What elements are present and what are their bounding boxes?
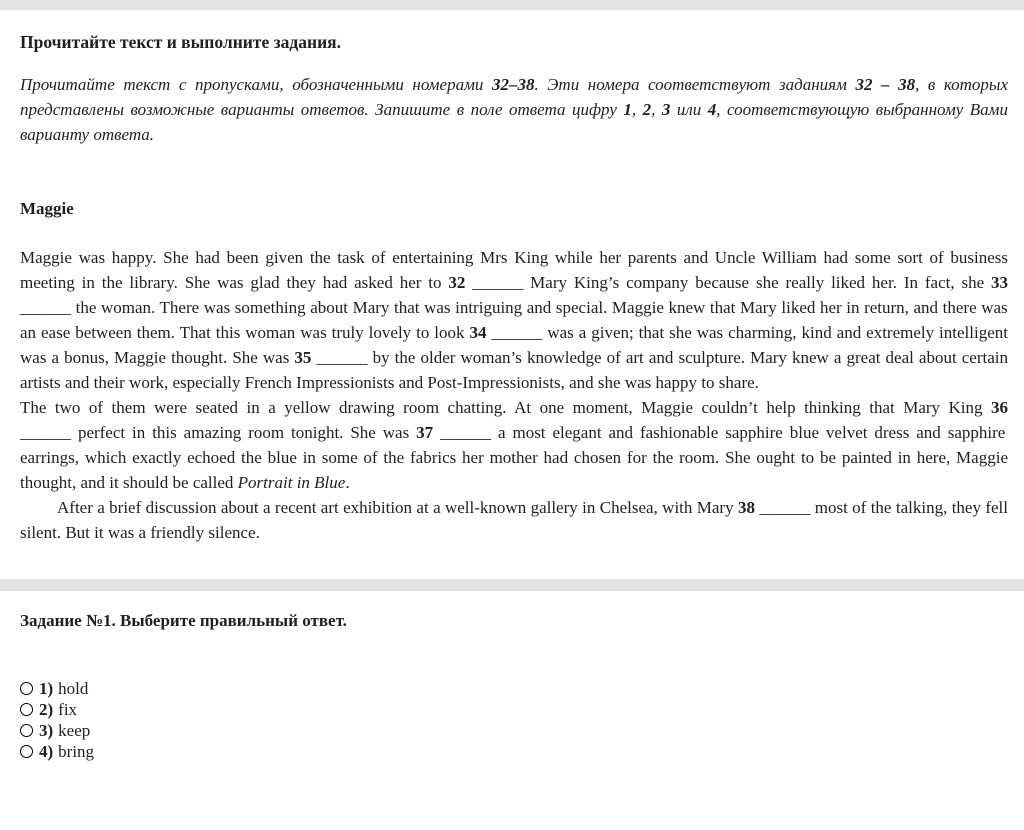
answer-option-2[interactable] <box>20 699 1008 720</box>
task-instructions: Прочитайте текст с пропусками, обозначенными номерами 32–38. Эти номера соответствуют заданиям 32 – 38, в которых представлены возможные варианты ответов. Запишите в поле ответа цифру 1, 2, 3 или 4, соответствующую выбранному Вами варианту ответа. <box>20 75 1009 144</box>
option-label: hold <box>58 678 89 698</box>
question-section <box>0 591 1024 762</box>
passage-paragraph-1: Maggie was happy. She had been given the task of entertaining Mrs King while her parents and Uncle William had some sort of business meeting in the library. She was glad they had asked her to 32 ______ Mary King’s company because she really liked her. In fact, she 33 ______ the woman. There was something about Mary that was intriguing and special. Maggie knew that Mary liked her in return, and there was an ease between them. That this woman was truly lovely to look 34 ______ was a given; that she was charming, kind and extremely intelligent was a bonus, Maggie thought. She was 35 ______ by the older woman’s knowledge of art and sculpture. Mary knew a great deal about certain artists and their work, especially French Impressionists and Post-Impressionists, and she was happy to share. <box>20 248 1009 392</box>
passage-text <box>20 245 1008 545</box>
passage-paragraph-3: After a brief discussion about a recent art exhibition at a well-known gallery in Chelsea, with Mary 38 ______ most of the talking, they fell silent. But it was a friendly silence. <box>20 498 1008 542</box>
question-title: Задание №1. Выберите правильный ответ. <box>20 611 347 630</box>
option-label: fix <box>58 699 78 719</box>
answer-option-1[interactable] <box>20 678 1008 699</box>
radio-button[interactable] <box>20 703 33 716</box>
radio-button[interactable] <box>20 745 33 758</box>
option-number: 2) <box>39 699 54 719</box>
passage-title: Maggie <box>20 199 74 218</box>
answer-options <box>20 678 1008 762</box>
radio-button[interactable] <box>20 724 33 737</box>
section-divider <box>0 579 1024 591</box>
option-number: 1) <box>39 678 54 698</box>
option-number: 3) <box>39 720 54 740</box>
reading-section <box>0 10 1024 545</box>
page-title: Прочитайте текст и выполните задания. <box>20 32 342 52</box>
option-label: keep <box>58 720 91 740</box>
option-label: bring <box>58 741 95 761</box>
option-number: 4) <box>39 741 54 761</box>
answer-option-3[interactable] <box>20 720 1008 741</box>
radio-button[interactable] <box>20 682 33 695</box>
answer-option-4[interactable] <box>20 741 1008 762</box>
top-bar <box>0 0 1024 10</box>
passage-paragraph-2: The two of them were seated in a yellow drawing room chatting. At one moment, Maggie couldn’t help thinking that Mary King 36 ______ perfect in this amazing room tonight. She was 37 ______ a most elegant and fashionable sapphire blue velvet dress and sapphire earrings, which exactly echoed the blue in some of the fabrics her mother had chosen for the room. She ought to be painted in here, Maggie thought, and it should be called Portrait in Blue. <box>20 398 1008 492</box>
